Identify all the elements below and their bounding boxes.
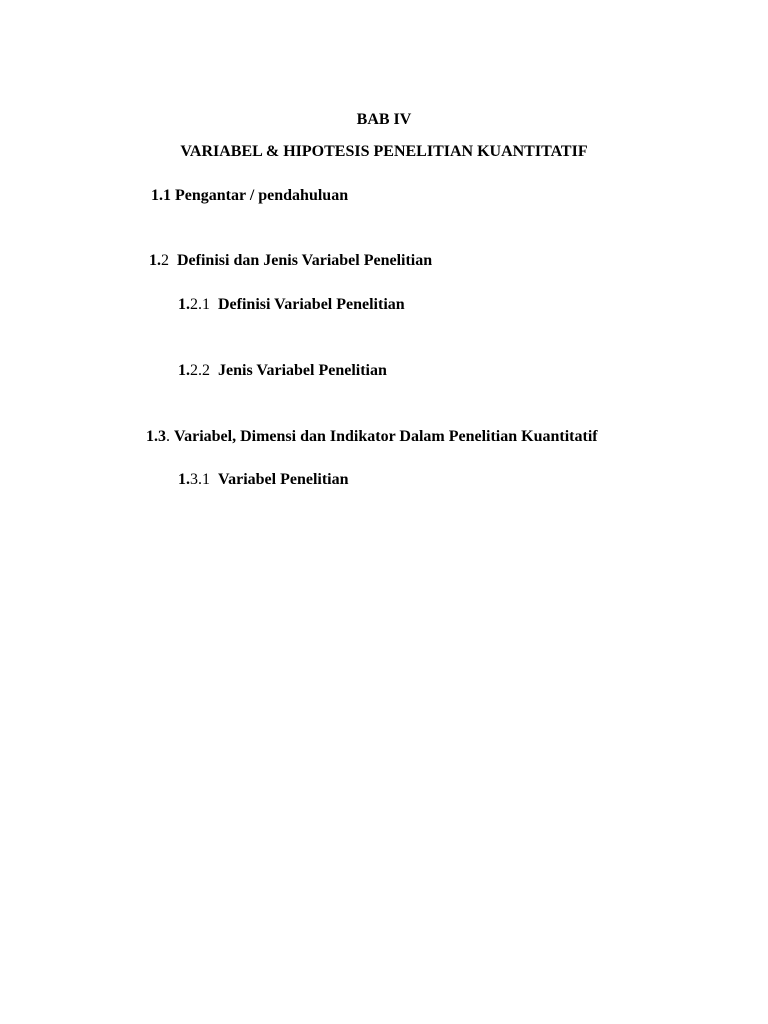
section-title: Definisi dan Jenis Variabel Penelitian (177, 252, 433, 269)
chapter-title: VARIABEL & HIPOTESIS PENELITIAN KUANTITATIF (180, 143, 588, 160)
chapter-label: BAB IV (356, 111, 412, 128)
subsection-heading-1-2-2 (178, 361, 387, 381)
section-number: 1.1 (151, 187, 171, 204)
section-heading-1-3 (146, 427, 598, 447)
section-number: 1.3 (146, 428, 166, 445)
section-heading-1-1 (151, 186, 348, 206)
section-number-suffix: . (166, 428, 170, 445)
section-number: 1. (178, 471, 190, 488)
section-number: 1. (178, 362, 190, 379)
section-title: Definisi Variabel Penelitian (218, 296, 405, 313)
subsection-heading-1-3-1 (178, 470, 349, 490)
section-heading-1-2 (149, 251, 432, 271)
section-number: 1. (178, 296, 190, 313)
section-number: 1. (149, 252, 161, 269)
section-title: Pengantar / pendahuluan (175, 187, 349, 204)
section-title: Variabel, Dimensi dan Indikator Dalam Penelitian Kuantitatif (174, 428, 598, 445)
section-title: Variabel Penelitian (218, 471, 349, 488)
subsection-heading-1-2-1 (178, 295, 405, 315)
section-number-suffix: 3.1 (190, 471, 210, 488)
section-number-suffix: 2.1 (190, 296, 210, 313)
section-number-suffix: 2 (161, 252, 169, 269)
section-title: Jenis Variabel Penelitian (218, 362, 387, 379)
section-number-suffix: 2.2 (190, 362, 210, 379)
